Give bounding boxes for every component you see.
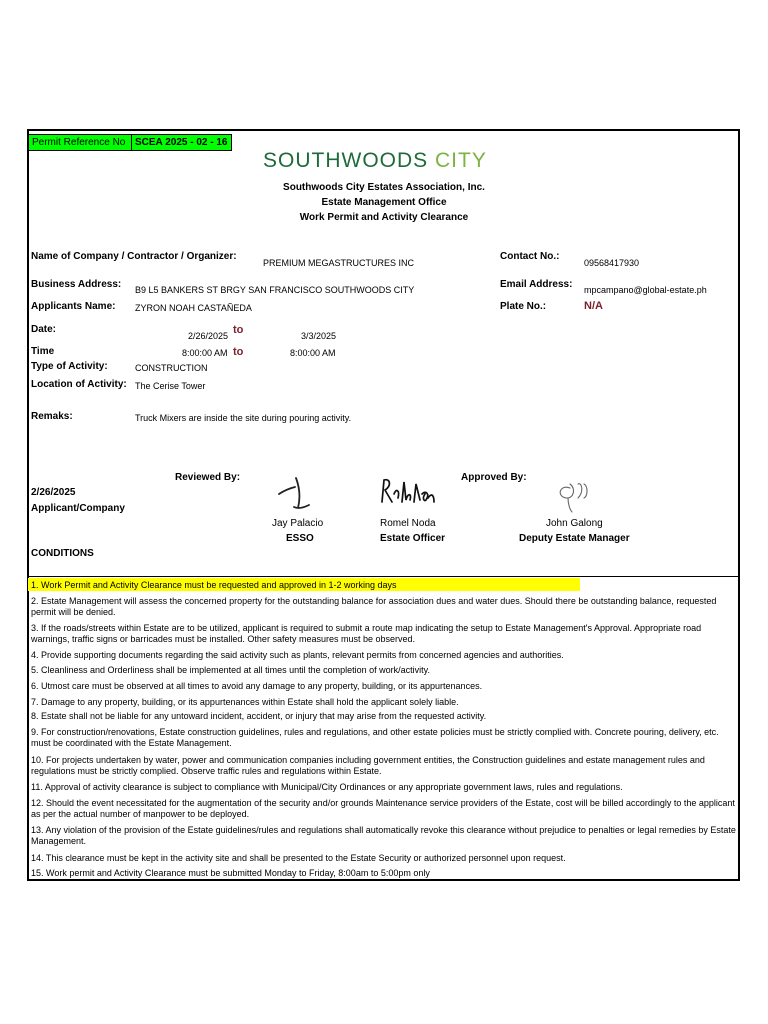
date-label: Date: [31,324,57,335]
condition-item: 8. Estate shall not be liable for any untoward incident, accident, or injury that may arise from the requested activity. [31,711,487,721]
condition-item: 9. For construction/renovations, Estate construction guidelines, rules and regulations, and other estate policies must be strictly complied with. Concrete pouring, delivery, etc. must be coordinated with the Estate Management. [31,727,719,748]
remarks-value: Truck Mixers are inside the site during pouring activity. [135,413,352,423]
condition-item: 5. Cleanliness and Orderliness shall be implemented at all times until the completion of work/activity. [31,665,431,675]
conditions-title: CONDITIONS [31,548,94,559]
signatory-1-name: Jay Palacio [272,518,324,529]
email-label: Email Address: [500,279,573,290]
activity-type-label: Type of Activity: [31,361,108,372]
permit-ref-value: SCEA 2025 - 02 - 16 [131,134,232,151]
condition-item: 15. Work permit and Activity Clearance must be submitted Monday to Friday, 8:00am to 5:00pm only [31,868,430,878]
condition-item: 12. Should the event necessitated for the augmentation of the security and/or grounds Maintenance service providers of the Estate, cost will be billed accordingly to the applicant as per the actual number of manpower to be deployed. [31,798,735,819]
email-value: mpcampano@global-estate.ph [584,285,707,295]
association-name: Southwoods City Estates Association, Inc. [283,182,485,193]
address-value: B9 L5 BANKERS ST BRGY SAN FRANCISCO SOUTHWOODS CITY [135,285,415,295]
time-label: Time [31,346,55,357]
date-to: 3/3/2025 [301,331,337,341]
reviewed-by-label: Reviewed By: [175,472,241,483]
location-label: Location of Activity: [31,379,127,390]
date-from: 2/26/2025 [188,331,229,341]
applicant-name-value: ZYRON NOAH CASTAÑEDA [135,303,252,313]
date-to-word: to [233,324,244,336]
time-from: 8:00:00 AM [182,348,228,358]
signatory-2-title: Estate Officer [380,533,446,544]
conditions-divider [28,576,739,577]
time-to: 8:00:00 AM [290,348,336,358]
logo-word-city: CITY [435,149,487,172]
condition-item: 3. If the roads/streets within Estate are to be utilized, applicant is required to submit a route map indicating the setup to Estate Management's Approval. Appropriate road warnings, traffic signs or barricades must be installed. Other safety measures must be observed. [31,623,702,644]
remarks-label: Remaks: [31,411,73,422]
document-title: Work Permit and Activity Clearance [299,212,469,223]
applicant-company-label: Applicant/Company [31,503,125,514]
permit-ref-label: Permit Reference No [28,134,132,151]
contact-value: 09568417930 [584,258,640,268]
applicant-name-label: Applicants Name: [31,301,116,312]
signatory-2-name: Romel Noda [380,518,436,529]
signature-jay-palacio [265,474,335,514]
southwoods-city-logo [263,149,487,173]
contact-label: Contact No.: [500,251,560,262]
condition-item: 14. This clearance must be kept in the activity site and shall be presented to the Estate Security or authorized personnel upon request. [31,853,566,863]
condition-item: 1. Work Permit and Activity Clearance must be requested and approved in 1-2 working days [31,580,397,590]
condition-item: 2. Estate Management will assess the concerned property for the outstanding balance for association dues and water dues. Should there be outstanding balance, requested permit will be denied. [31,596,717,617]
plate-label: Plate No.: [500,301,547,312]
plate-value: N/A [584,300,603,312]
time-to-word: to [233,346,244,358]
condition-item: 11. Approval of activity clearance is subject to compliance with Municipal/City Ordinances or any appropriate government laws, rules and regulations. [31,782,623,792]
signatory-1-title: ESSO [286,533,314,544]
location-value: The Cerise Tower [135,381,206,391]
company-label: Name of Company / Contractor / Organizer: [31,251,237,262]
signature-john-galong [548,474,598,514]
condition-item: 7. Damage to any property, building, or its appurtenances within Estate shall hold the applicant solely liable. [31,697,459,707]
applicant-date: 2/26/2025 [31,487,76,498]
office-name: Estate Management Office [321,197,447,208]
company-value: PREMIUM MEGASTRUCTURES INC [263,258,415,268]
signature-romel-noda [376,472,440,512]
signatory-3-name: John Galong [546,518,603,529]
condition-item: 13. Any violation of the provision of the Estate guidelines/rules and regulations shall automatically revoke this clearance without prejudice to penalties or legal remedies by Estate Management. [31,825,736,846]
signatory-3-title: Deputy Estate Manager [519,533,630,544]
logo-word-southwoods: SOUTHWOODS [263,149,429,172]
approved-by-label: Approved By: [461,472,527,483]
condition-item: 4. Provide supporting documents regarding the said activity such as plants, relevant permits from concerned agencies and authorities. [31,650,564,660]
condition-item: 10. For projects undertaken by water, power and communication companies including government entities, the Construction guidelines and estate management rules and regulations must be strictly complied. Observe traffic rules and regulations within Estate. [31,755,705,776]
condition-item: 6. Utmost care must be observed at all times to avoid any damage to any property, building, or its appurtenances. [31,681,483,691]
activity-type-value: CONSTRUCTION [135,363,208,373]
address-label: Business Address: [31,279,122,290]
